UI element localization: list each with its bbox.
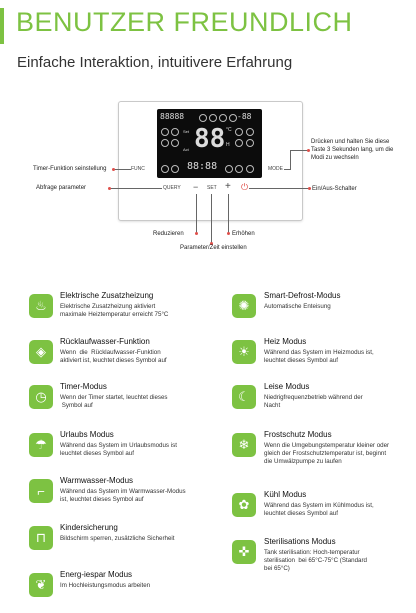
drop-icon: ◈ [29, 340, 53, 364]
feature-description: Während das System im Kühlmodus ist, leuchtet dieses Symbol auf [264, 502, 374, 517]
callout-line [196, 194, 197, 233]
callout-line [113, 169, 131, 170]
callout-line [290, 150, 291, 170]
plus-button[interactable]: + [225, 181, 231, 192]
feature-title: Frostschutz Modus [264, 430, 332, 439]
feature-title: Timer-Modus [60, 382, 107, 391]
lcd-icon [161, 165, 169, 173]
lcd-icon [199, 114, 207, 122]
lcd-side-digits: -88 [237, 112, 252, 121]
callout-reduce: Reduzieren [153, 231, 184, 237]
lcd-icon [171, 139, 179, 147]
lcd-icon [235, 128, 243, 136]
cooling-icon: ✿ [232, 493, 256, 517]
lcd-icon [209, 114, 217, 122]
callout-set: Parameter/Zeit einstellen [180, 245, 247, 251]
umbrella-icon: ☂ [29, 433, 53, 457]
feature-description: Niedrigfrequenzbetrieb während der Nacht [264, 394, 363, 409]
feature-description: Tank sterilisation: Hoch-temperatur sterilisation bei 65°C-75°C (Standard bei 65°C) [264, 549, 367, 572]
lcd-icon [246, 139, 254, 147]
lcd-set-label: Set [183, 129, 190, 134]
set-button[interactable]: SET [207, 185, 217, 191]
defrost-icon: ✺ [232, 294, 256, 318]
feature-description: Bildschirm sperren, zusätzliche Sicherheit [60, 535, 175, 542]
feature-description: Automatische Enteisung [264, 303, 331, 310]
lcd-h-label: H [226, 142, 230, 148]
lcd-icon [235, 165, 243, 173]
page-subtitle: Einfache Interaktion, intuitivere Erfahrung [17, 54, 293, 71]
callout-line [228, 194, 229, 233]
feature-title: Leise Modus [264, 382, 310, 391]
callout-timer: Timer-Funktion seinstellung [33, 166, 107, 172]
callout-query: Abfrage parameter [36, 185, 87, 191]
callout-increase: Erhöhen [232, 231, 255, 237]
feature-description: Wenn die Umgebungstemperatur kleiner oder gleich der Frostschutztemperatur ist, beginnt die Umwälzpumpe zu laufen [264, 442, 390, 465]
lcd-display [157, 109, 262, 178]
callout-line [110, 188, 162, 189]
feature-title: Urlaubs Modus [60, 430, 114, 439]
callout-dot [308, 187, 311, 190]
lcd-icon [219, 114, 227, 122]
title-accent-bar [0, 8, 4, 44]
feature-title: Energ-iespar Modus [60, 570, 133, 579]
func-button[interactable]: FUNC [131, 166, 145, 172]
feature-description: Während das System im Urlaubsmodus ist leuchtet dieses Symbol auf [60, 442, 177, 457]
leaf-icon: ❦ [29, 573, 53, 597]
feature-description: Wenn der Timer startet, leuchtet dieses Symbol auf [60, 394, 168, 409]
lcd-icon [161, 128, 169, 136]
lcd-unit: °C [226, 127, 232, 133]
feature-description: Elektrische Zusatzheizung aktiviert maximale Heiztemperatur erreicht 75°C [60, 303, 169, 318]
lcd-clock-digits: 88:88 [187, 161, 218, 172]
callout-dot [307, 149, 310, 152]
sun-icon: ☀ [232, 340, 256, 364]
lcd-icon [171, 128, 179, 136]
feature-description: Während das System im Heizmodus ist, leuchtet dieses Symbol auf [264, 349, 374, 364]
power-button[interactable]: ⏻ [241, 182, 249, 192]
lcd-icon [161, 139, 169, 147]
lcd-icon [246, 128, 254, 136]
sterilization-icon: ✜ [232, 540, 256, 564]
feature-title: Elektrische Zusatzheizung [60, 291, 154, 300]
feature-title: Kindersicherung [60, 523, 118, 532]
feature-title: Sterilisations Modus [264, 537, 336, 546]
feature-title: Warmwasser-Modus [60, 476, 134, 485]
timer-icon: ◷ [29, 385, 53, 409]
lcd-icon [225, 165, 233, 173]
feature-description: Im Hochleistungsmodus arbeiten [60, 582, 151, 589]
callout-dot [195, 232, 198, 235]
callout-dot [108, 187, 111, 190]
faucet-icon: ⌐ [29, 479, 53, 503]
callout-dot [112, 168, 115, 171]
callout-line [211, 194, 212, 243]
lcd-top-digits: 88888 [160, 112, 185, 121]
lcd-icon [246, 165, 254, 173]
query-button[interactable]: QUERY [163, 185, 181, 191]
lcd-main-digits: 88 [194, 124, 226, 154]
feature-title: Heiz Modus [264, 337, 307, 346]
mode-button[interactable]: MODE [268, 166, 283, 172]
callout-power: Ein/Aus-Schalter [312, 186, 357, 192]
callout-line [290, 150, 308, 151]
minus-button[interactable]: − [193, 182, 199, 192]
electric-heater-icon: ♨ [29, 294, 53, 318]
feature-description: Wenn die Rücklaufwasser-Funktion aktiviert ist, leuchtet dieses Symbol auf [60, 349, 167, 364]
lcd-act-label: Act [183, 147, 189, 152]
lcd-icon [235, 139, 243, 147]
callout-mode: Drücken und halten Sie diese Taste 3 Sekunden lang, um die Modi zu wechseln [311, 139, 394, 161]
lock-icon: ⊓ [29, 526, 53, 550]
callout-dot [227, 232, 230, 235]
page-title: BENUTZER FREUNDLICH [16, 7, 353, 37]
lcd-icon [229, 114, 237, 122]
feature-title: Kühl Modus [264, 490, 307, 499]
moon-icon: ☾ [232, 385, 256, 409]
feature-description: Während das System im Warmwasser-Modus ist, leuchtet dieses Symbol auf [60, 488, 186, 503]
feature-title: Smart-Defrost-Modus [264, 291, 341, 300]
lcd-icon [171, 165, 179, 173]
feature-title: Rücklaufwasser-Funktion [60, 337, 150, 346]
callout-line [249, 188, 309, 189]
snowflake-icon: ❄ [232, 433, 256, 457]
